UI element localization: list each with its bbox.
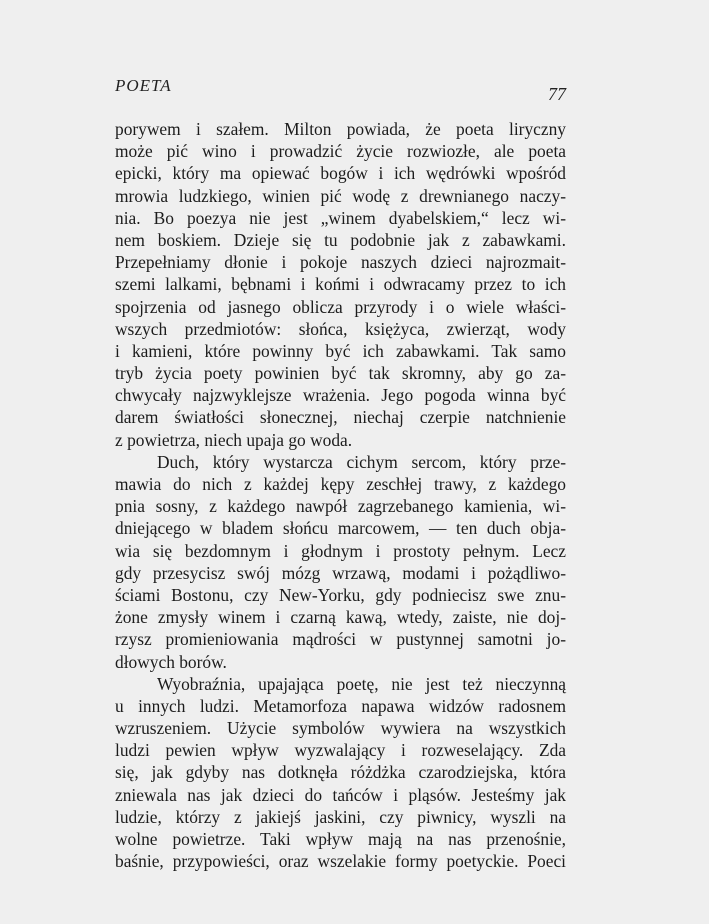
- paragraph-first-line: Duch, który wystarcza cichym sercom, który prze-: [157, 451, 566, 472]
- text-line: gdy przesycisz swój mózg wrzawą, modami i pożądliwo-: [115, 562, 566, 583]
- body-text: [115, 118, 566, 872]
- text-line: ludzi pewien wpływ wyzwalający i rozweselający. Zda: [115, 740, 566, 761]
- text-line: i kamieni, które powinny być ich zabawkami. Tak samo: [115, 340, 566, 361]
- running-head: POETA: [115, 76, 172, 95]
- page-number: 77: [548, 84, 566, 104]
- text-line: nia. Bo poezya nie jest „winem dyabelskiem,“ lecz wi-: [115, 207, 566, 228]
- text-line: ściami Bostonu, czy New-Yorku, gdy podniecisz swe znu-: [115, 584, 566, 605]
- text-line: pnia sosny, z każdego nawpół zagrzebanego kamienia, wi-: [115, 496, 566, 517]
- text-line: wolne powietrze. Taki wpływ mają na nas przenośnie,: [115, 829, 566, 849]
- text-line: mawia do nich z każdej kępy zeschłej trawy, z każdego: [115, 474, 566, 494]
- text-line: chwycały najzwyklejsze wrażenia. Jego pogoda winna być: [115, 385, 566, 406]
- text-line: mrowia ludzkiego, winien pić wodę z drewnianego naczy-: [115, 185, 566, 206]
- text-line: spojrzenia od jasnego oblicza przyrody i o wiele właści-: [115, 296, 566, 317]
- text-line: Przepełniamy dłonie i pokoje naszych dzieci najrozmait-: [115, 252, 566, 273]
- text-line: tryb życia poety powinien być tak skromny, aby go za-: [115, 363, 566, 384]
- text-line: wszych przedmiotów: słońca, księżyca, zwierząt, wody: [115, 318, 566, 339]
- text-line: ludzie, którzy z jakiejś jaskini, czy piwnicy, wyszli na: [115, 806, 566, 827]
- text-line: się, jak gdyby nas dotknęła różdżka czarodziejska, która: [115, 762, 566, 783]
- text-line: porywem i szałem. Milton powiada, że poeta liryczny: [115, 119, 566, 139]
- text-line: żone zmysły winem i czarną kawą, wtedy, zaiste, nie doj-: [115, 607, 566, 628]
- text-line: wia się bezdomnym i głodnym i prostoty pełnym. Lecz: [115, 540, 566, 561]
- text-line: zniewala nas jak dzieci do tańców i pląsów. Jesteśmy jak: [115, 784, 566, 805]
- text-line: epicki, który ma opiewać bogów i ich wędrówki wpośród: [115, 163, 566, 184]
- text-line: może pić wino i prowadzić życie rozwiozłe, ale poeta: [115, 141, 566, 162]
- text-line: dniejącego w bladem słońcu marcowem, — ten duch obja-: [115, 518, 566, 539]
- text-line: darem światłości słonecznej, niechaj czerpie natchnienie: [115, 407, 566, 428]
- text-line: u innych ludzi. Metamorfoza napawa widzów radosnem: [115, 695, 566, 716]
- text-line: baśnie, przypowieści, oraz wszelakie formy poetyckie. Poeci: [115, 851, 566, 872]
- text-line: szemi lalkami, bębnami i końmi i odwracamy przez to ich: [115, 274, 566, 295]
- text-line: rzysz promieniowania mądrości w pustynnej samotni jo-: [115, 629, 566, 650]
- text-line: nem boskiem. Dzieje się tu podobnie jak z zabawkami.: [115, 229, 566, 250]
- paragraph-first-line: Wyobraźnia, upajająca poetę, nie jest też nieczynną: [157, 673, 566, 694]
- text-line: z powietrza, niech upaja go woda.: [115, 429, 353, 450]
- text-line: wzruszeniem. Użycie symbolów wywiera na wszystkich: [115, 718, 566, 739]
- text-line: dłowych borów.: [115, 651, 227, 672]
